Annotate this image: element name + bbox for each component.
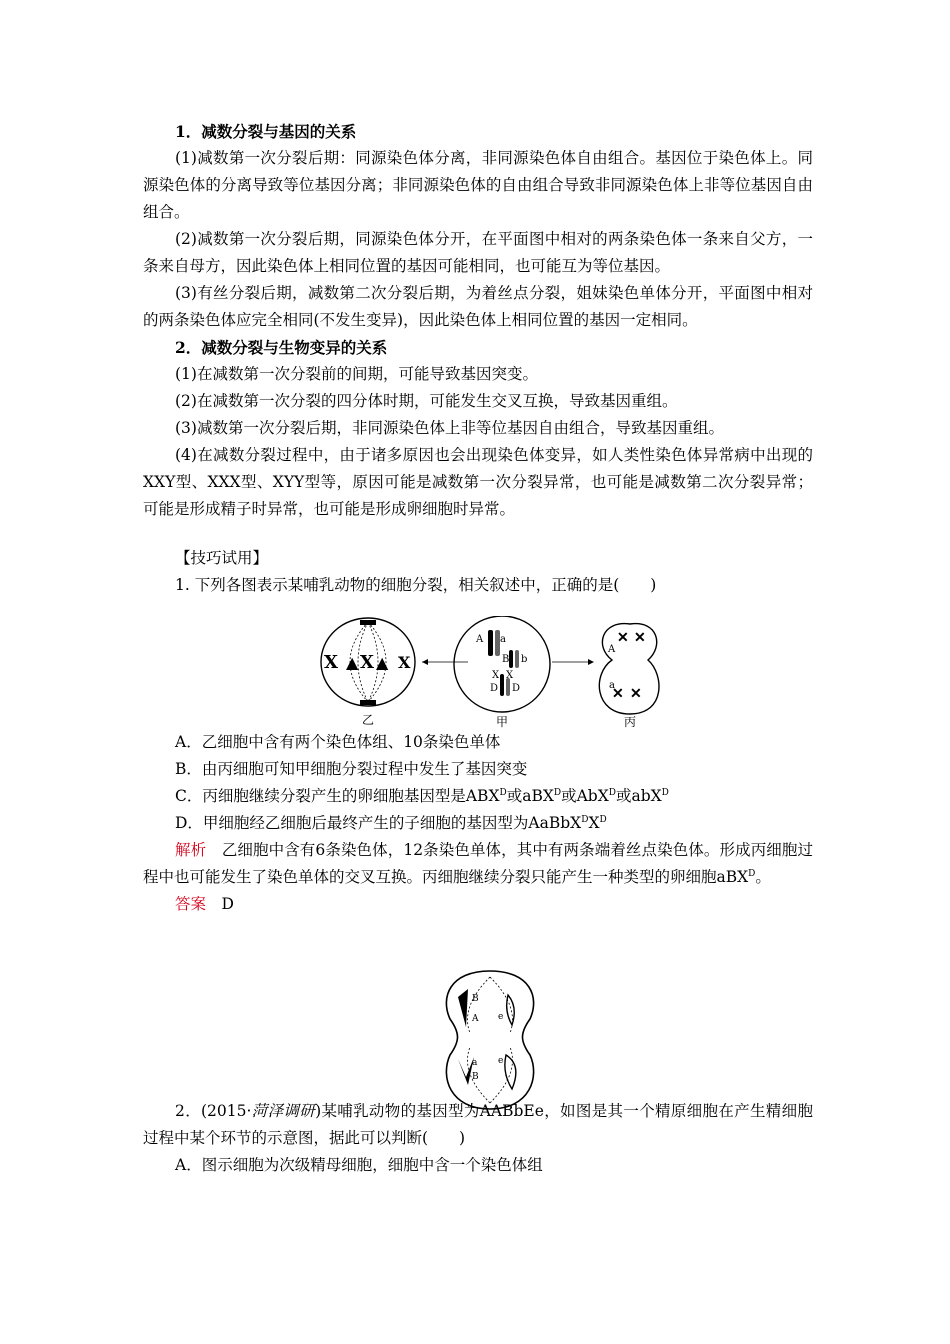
svg-text:B: B [472,1072,479,1082]
svg-text:A: A [608,644,616,655]
svg-text:✕: ✕ [617,630,629,646]
svg-text:B: B [472,994,479,1004]
answer-label: 答案 [175,895,207,913]
svg-text:A: A [476,634,484,645]
svg-text:b: b [521,654,528,665]
question1-option-c: C．丙细胞继续分裂产生的卵细胞基因型是$ABX^D$或aBX$^D$或AbX$^D$或abX$^D$ [175,787,669,805]
analysis-label: 解析 [175,841,207,859]
svg-text:✕: ✕ [612,686,624,702]
svg-text:a: a [500,634,506,645]
question1-analysis: 解析 乙细胞中含有6条染色体，12条染色单体，其中有两条端着丝点染色体。形成丙细胞过程中也可能发生了染色单体的交叉互换。丙细胞继续分裂只能产生一种类型的卵细胞aBX$^D$。 [143,841,813,886]
svg-text:e: e [498,1012,504,1022]
section2-paragraph-3: (3)减数第一次分裂后期，非同源染色体上非等位基因自由组合，导致基因重组。 [175,419,724,437]
svg-text:✕: ✕ [634,630,646,646]
question1-option-a: A．乙细胞中含有两个染色体组、10条染色单体 [175,733,501,751]
section2-paragraph-4: (4)在减数分裂过程中，由于诸多原因也会出现染色体变异，如人类性染色体异常病中出现的XXY型、XXX型、XYY型等，原因可能是减数第一次分裂异常，也可能是减数第二次分裂异常；可能是形成精子时异常，也可能是形成卵细胞时异常。 [143,446,813,518]
question1-answer: 答案 D [175,895,234,913]
svg-text:▲: ▲ [376,653,389,672]
cell-division-figure [312,616,668,728]
svg-text:a: a [472,1058,478,1068]
spermatocyte-figure [440,967,540,1113]
question1-stem: 1. 下列各图表示某哺乳动物的细胞分裂，相关叙述中，正确的是( ) [175,576,657,594]
question1-option-d: D．甲细胞经乙细胞后最终产生的子细胞的基因型为$AaBbX^DX^D$ [175,814,607,832]
cell-jia [454,616,550,712]
svg-text:D: D [512,683,521,694]
svg-text:e: e [498,1056,504,1066]
svg-text:X: X [506,670,514,681]
section1-paragraph-3: (3)有丝分裂后期，减数第二次分裂后期，为着丝点分裂，姐妹染色单体分开，平面图中相对的两条染色体应完全相同(不发生变异)，因此染色体上相同位置的基因一定相同。 [143,284,813,329]
svg-text:X: X [398,653,411,672]
question2-stem: 2．(2015·菏泽调研)某哺乳动物的基因型为AABbEe，如图是其一个精原细胞在产生精细胞过程中某个环节的示意图，据此可以判断( ) [143,1102,813,1147]
cell-yi [321,618,415,706]
cell-bing [599,624,659,714]
section2-paragraph-1: (1)在减数第一次分裂前的间期，可能导致基因突变。 [175,365,538,383]
label-jia: 甲 [496,715,509,728]
section1-paragraph-2: (2)减数第一次分裂后期，同源染色体分开，在平面图中相对的两条染色体一条来自父方，一条来自母方，因此染色体上相同位置的基因可能相同，也可能互为等位基因。 [143,230,813,275]
section1-heading: 1．减数分裂与基因的关系 [175,122,357,141]
label-bing: 丙 [624,715,637,728]
svg-text:X: X [360,652,374,673]
svg-text:a: a [609,680,615,691]
svg-text:▲: ▲ [346,653,359,672]
svg-text:B: B [502,654,510,665]
svg-text:✕: ✕ [630,686,642,702]
svg-text:X: X [324,652,338,673]
practice-heading: 【技巧试用】 [175,549,269,567]
svg-text:X: X [492,670,500,681]
label-yi: 乙 [362,713,375,727]
question2-option-a: A．图示细胞为次级精母细胞，细胞中含一个染色体组 [175,1156,543,1174]
question1-option-b: B．由丙细胞可知甲细胞分裂过程中发生了基因突变 [175,760,528,778]
section2-heading: 2．减数分裂与生物变异的关系 [175,338,388,357]
section2-paragraph-2: (2)在减数第一次分裂的四分体时期，可能发生交叉互换，导致基因重组。 [175,392,678,410]
section1-paragraph-1: (1)减数第一次分裂后期：同源染色体分离，非同源染色体自由组合。基因位于染色体上。同源染色体的分离导致等位基因分离；非同源染色体的自由组合导致非同源染色体上非等位基因自由组合。 [143,149,813,221]
svg-text:A: A [472,1014,479,1024]
svg-text:D: D [490,683,499,694]
